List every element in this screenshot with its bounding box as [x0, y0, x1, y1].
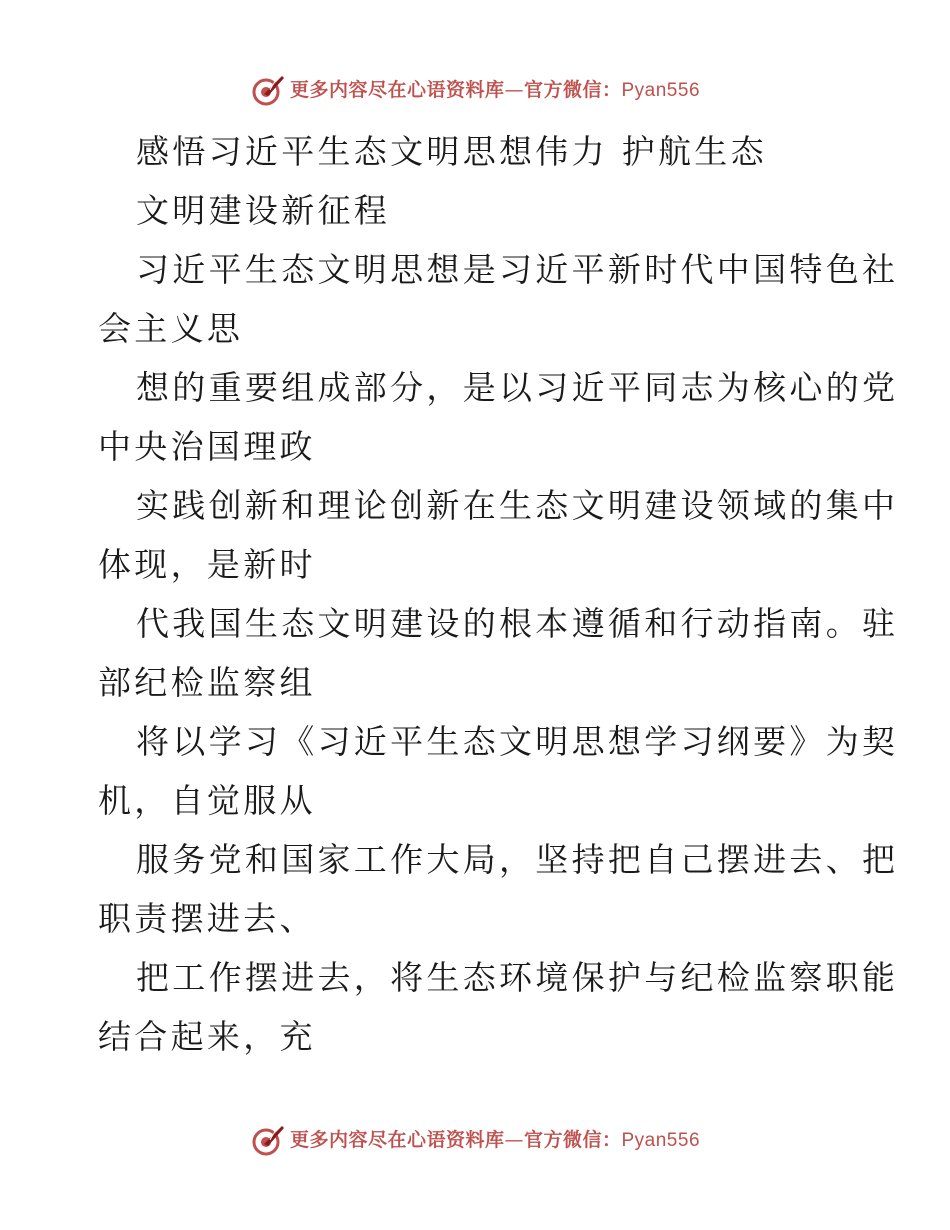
- paragraph-line: 结合起来，充: [98, 1017, 316, 1056]
- paragraph-line: 习近平生态文明思想是习近平新时代中国特色社: [136, 250, 899, 289]
- paragraph-line: 部纪检监察组: [98, 663, 316, 702]
- quill-logo-icon: [250, 72, 286, 108]
- paragraph-line: 体现，是新时: [98, 545, 316, 584]
- paragraph-line: 中央治国理政: [98, 427, 316, 466]
- document-body: [98, 122, 899, 1066]
- paragraph-line: 实践创新和理论创新在生态文明建设领域的集中: [136, 486, 899, 525]
- watermark-text: 更多内容尽在心语资料库—官方微信：Pyan556: [289, 1128, 701, 1151]
- paragraph-line: 机，自觉服从: [98, 781, 316, 820]
- document-title-line-2: 文明建设新征程: [136, 191, 391, 230]
- paragraph-line: 把工作摆进去，将生态环境保护与纪检监察职能: [136, 958, 899, 997]
- paragraph-line: 代我国生态文明建设的根本遵循和行动指南。驻: [136, 604, 899, 643]
- paragraph-line: 将以学习《习近平生态文明思想学习纲要》为契: [136, 722, 899, 761]
- paragraph-line: 职责摆进去、: [98, 899, 316, 938]
- quill-logo-icon: [250, 1122, 286, 1158]
- header-watermark: [0, 72, 950, 108]
- paragraph-line: 想的重要组成部分，是以习近平同志为核心的党: [136, 368, 899, 407]
- watermark-text: 更多内容尽在心语资料库—官方微信：Pyan556: [289, 78, 701, 101]
- paragraph-line: 会主义思: [98, 309, 244, 348]
- paragraph-line: 服务党和国家工作大局，坚持把自己摆进去、把: [136, 840, 899, 879]
- footer-watermark: [0, 1122, 950, 1158]
- document-title-line-1: 感悟习近平生态文明思想伟力 护航生态: [136, 132, 767, 171]
